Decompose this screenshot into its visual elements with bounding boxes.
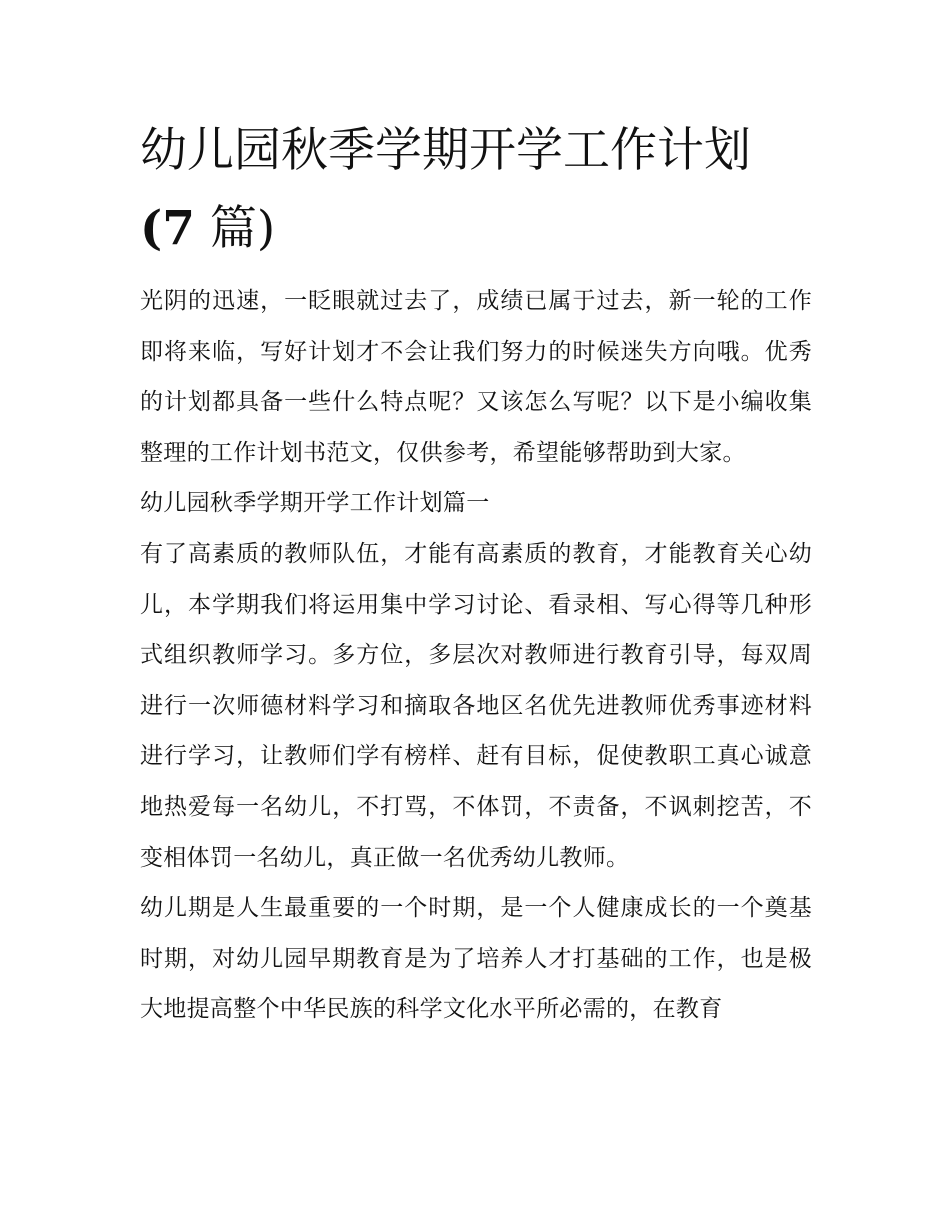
title-count: (7	[140, 201, 195, 256]
title-line-1: 幼儿园秋季学期开学工作计划	[140, 123, 751, 178]
intro-paragraph: 光阴的迅速，一眨眼就过去了，成绩已属于过去，新一轮的工作即将来临，写好计划才不会让我们努力的时候迷失方向哦。优秀的计划都具备一些什么特点呢？又该怎么写呢？以下是小编收集整理的工作计划书范文，仅供参考，希望能够帮助到大家。	[140, 288, 812, 466]
body-paragraph: 有了高素质的教师队伍，才能有高素质的教育，才能教育关心幼儿，本学期我们将运用集中学习讨论、看录相、写心得等几种形式组织教师学习。多方位，多层次对教师进行教育引导，每双周进行一次师德材料学习和摘取各地区名优先进教师优秀事迹材料进行学习，让教师们学有榜样、赶有目标，促使教职工真心诚意地热爱每一名幼儿，不打骂，不体罚，不责备，不讽刺挖苦，不变相体罚一名幼儿，真正做一名优秀幼儿教师。	[140, 540, 812, 871]
title-count-suffix: 篇)	[194, 201, 276, 256]
document-body	[140, 276, 812, 1035]
body-paragraph: 幼儿期是人生最重要的一个时期，是一个人健康成长的一个奠基时期，对幼儿园早期教育是为了培养人才打基础的工作，也是极大地提高整个中华民族的科学文化水平所必需的，在教育	[140, 895, 812, 1023]
section-heading: 幼儿园秋季学期开学工作计划篇一	[140, 490, 490, 517]
document-title	[140, 112, 820, 268]
